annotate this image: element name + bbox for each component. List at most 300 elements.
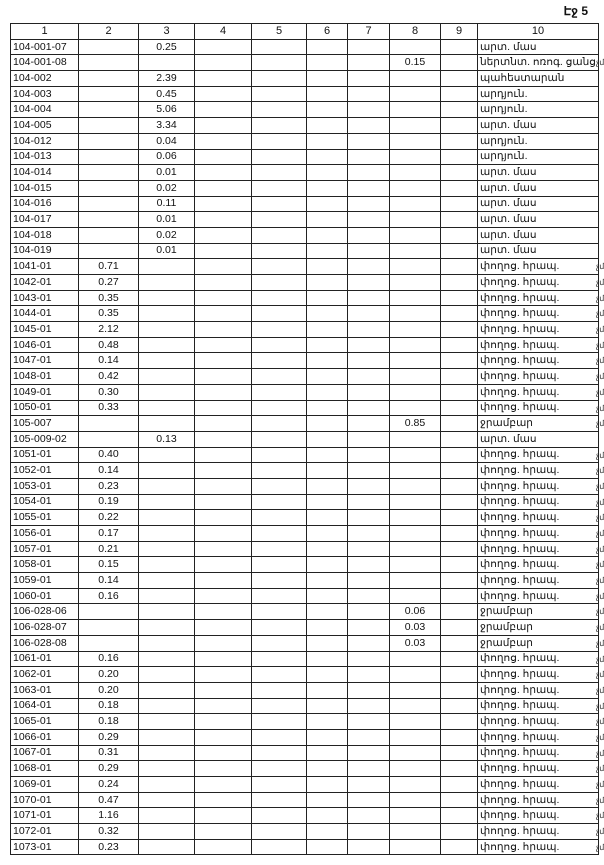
cell-text: 104-017 <box>13 213 52 226</box>
cell-text: 1045-01 <box>13 322 52 335</box>
cell-col-6 <box>307 86 348 102</box>
cell-col-9 <box>441 729 478 745</box>
cell-col-10 <box>478 808 604 824</box>
cell-col-4 <box>195 478 252 494</box>
cell-col-7 <box>348 463 390 479</box>
cell-col-3 <box>139 682 195 698</box>
cell-col-9 <box>441 149 478 165</box>
cell-col-2 <box>79 667 139 683</box>
cell-col-4 <box>195 322 252 338</box>
cell-text: 1.16 <box>98 809 119 822</box>
cell-col-1 <box>11 431 79 447</box>
cell-col-3 <box>139 275 195 291</box>
margin-mark: չմ <box>596 732 604 742</box>
table-row <box>11 541 599 557</box>
cell-col-5 <box>252 698 307 714</box>
cell-text: 0.18 <box>98 715 119 728</box>
cell-col-6 <box>307 667 348 683</box>
table-row <box>11 337 599 353</box>
margin-mark: չմ <box>596 513 604 523</box>
cell-col-3 <box>139 337 195 353</box>
cell-text: 1060-01 <box>13 589 52 602</box>
cell-col-1 <box>11 133 79 149</box>
cell-col-10 <box>478 557 604 573</box>
cell-col-7 <box>348 416 390 432</box>
table-row <box>11 620 599 636</box>
cell-col-10 <box>478 369 604 385</box>
cell-text: 0.85 <box>404 417 426 430</box>
table-row <box>11 510 599 526</box>
cell-col-2 <box>79 494 139 510</box>
cell-col-10 <box>478 102 599 118</box>
cell-col-9 <box>441 212 478 228</box>
cell-col-7 <box>348 71 390 87</box>
cell-col-8 <box>390 306 441 322</box>
cell-col-6 <box>307 149 348 165</box>
cell-col-10 <box>478 635 604 651</box>
cell-col-3 <box>139 86 195 102</box>
cell-col-9 <box>441 620 478 636</box>
cell-col-5 <box>252 416 307 432</box>
cell-col-5 <box>252 322 307 338</box>
cell-col-4 <box>195 275 252 291</box>
cell-col-2 <box>79 165 139 181</box>
cell-col-4 <box>195 71 252 87</box>
cell-col-9 <box>441 635 478 651</box>
cell-col-6 <box>307 353 348 369</box>
cell-col-3 <box>139 714 195 730</box>
cell-col-6 <box>307 102 348 118</box>
cell-col-3 <box>139 180 195 196</box>
cell-col-3 <box>139 243 195 259</box>
cell-text: փողոց. հրապ. <box>480 464 560 477</box>
cell-col-9 <box>441 824 478 840</box>
cell-text: 1054-01 <box>13 495 52 508</box>
cell-text: 0.20 <box>98 668 119 681</box>
cell-col-8 <box>390 243 441 259</box>
cell-text: 104-018 <box>13 228 52 241</box>
cell-col-3 <box>139 149 195 165</box>
cell-col-10 <box>478 322 604 338</box>
cell-col-8 <box>390 102 441 118</box>
column-header-9: 9 <box>441 24 478 40</box>
cell-col-3 <box>139 353 195 369</box>
cell-col-1 <box>11 55 79 71</box>
cell-col-1 <box>11 510 79 526</box>
cell-text: արտ. մաս <box>480 244 537 257</box>
table-row <box>11 180 599 196</box>
cell-col-1 <box>11 824 79 840</box>
cell-text: 0.35 <box>98 291 119 304</box>
cell-text: փողոց. հրապ. <box>480 369 560 382</box>
cell-col-6 <box>307 777 348 793</box>
cell-col-3 <box>139 824 195 840</box>
cell-col-9 <box>441 416 478 432</box>
cell-text: 0.04 <box>156 134 177 147</box>
cell-text: փողոց. հրապ. <box>480 511 560 524</box>
cell-text: 104-019 <box>13 244 52 257</box>
cell-col-6 <box>307 290 348 306</box>
cell-col-8 <box>390 149 441 165</box>
table-row <box>11 478 599 494</box>
cell-col-1 <box>11 212 79 228</box>
cell-col-9 <box>441 777 478 793</box>
cell-col-10 <box>478 777 604 793</box>
cell-col-6 <box>307 682 348 698</box>
cell-col-9 <box>441 306 478 322</box>
cell-text: 0.17 <box>98 526 119 539</box>
cell-text: 1067-01 <box>13 746 52 759</box>
cell-col-5 <box>252 667 307 683</box>
cell-col-10 <box>478 682 604 698</box>
table-row <box>11 808 599 824</box>
cell-col-6 <box>307 275 348 291</box>
cell-col-5 <box>252 400 307 416</box>
cell-col-4 <box>195 714 252 730</box>
cell-col-8 <box>390 384 441 400</box>
cell-col-4 <box>195 416 252 432</box>
cell-col-9 <box>441 180 478 196</box>
cell-col-4 <box>195 463 252 479</box>
cell-col-6 <box>307 384 348 400</box>
cell-col-8 <box>390 196 441 212</box>
cell-col-6 <box>307 55 348 71</box>
cell-col-1 <box>11 761 79 777</box>
cell-col-5 <box>252 71 307 87</box>
cell-col-8 <box>390 667 441 683</box>
cell-col-5 <box>252 196 307 212</box>
table-row <box>11 635 599 651</box>
table-row <box>11 714 599 730</box>
margin-mark: չմ <box>596 309 604 319</box>
cell-col-8 <box>390 761 441 777</box>
cell-col-3 <box>139 698 195 714</box>
cell-col-2 <box>79 212 139 228</box>
margin-mark: չմ <box>596 576 604 586</box>
cell-text: 1057-01 <box>13 542 52 555</box>
cell-col-2 <box>79 573 139 589</box>
cell-col-1 <box>11 196 79 212</box>
cell-text: 104-005 <box>13 118 52 131</box>
cell-col-1 <box>11 118 79 134</box>
cell-col-8 <box>390 698 441 714</box>
cell-col-5 <box>252 384 307 400</box>
cell-text: փողոց. հրապ. <box>480 589 560 602</box>
cell-col-9 <box>441 259 478 275</box>
cell-col-8 <box>390 322 441 338</box>
margin-mark: չմ <box>596 591 604 601</box>
cell-col-4 <box>195 667 252 683</box>
cell-col-10 <box>478 478 604 494</box>
cell-col-10 <box>478 133 599 149</box>
cell-col-7 <box>348 510 390 526</box>
cell-col-3 <box>139 322 195 338</box>
cell-col-7 <box>348 698 390 714</box>
cell-text: 1042-01 <box>13 275 52 288</box>
cell-col-1 <box>11 86 79 102</box>
cell-col-9 <box>441 102 478 118</box>
cell-text: 0.01 <box>156 166 177 179</box>
cell-col-1 <box>11 682 79 698</box>
cell-col-6 <box>307 306 348 322</box>
cell-text: 1065-01 <box>13 715 52 728</box>
cell-text: փողոց. հրապ. <box>480 354 560 367</box>
cell-col-10 <box>478 761 604 777</box>
cell-col-5 <box>252 180 307 196</box>
cell-col-5 <box>252 55 307 71</box>
table-row <box>11 149 599 165</box>
cell-text: 0.27 <box>98 275 119 288</box>
table-row <box>11 290 599 306</box>
cell-text: 0.19 <box>98 495 119 508</box>
cell-col-4 <box>195 447 252 463</box>
cell-col-9 <box>441 322 478 338</box>
cell-col-5 <box>252 557 307 573</box>
cell-col-8 <box>390 573 441 589</box>
cell-text: 2.12 <box>98 322 119 335</box>
cell-text: փողոց. հրապ. <box>480 762 560 775</box>
cell-col-4 <box>195 729 252 745</box>
cell-col-3 <box>139 447 195 463</box>
cell-col-6 <box>307 463 348 479</box>
cell-col-3 <box>139 510 195 526</box>
cell-col-3 <box>139 573 195 589</box>
cell-text: արտ. մաս <box>480 181 537 194</box>
cell-col-3 <box>139 557 195 573</box>
cell-col-5 <box>252 212 307 228</box>
cell-text: փողոց. հրապ. <box>480 730 560 743</box>
cell-col-2 <box>79 431 139 447</box>
cell-text: 0.42 <box>98 369 119 382</box>
cell-col-2 <box>79 353 139 369</box>
cell-col-8 <box>390 510 441 526</box>
cell-col-5 <box>252 635 307 651</box>
cell-col-1 <box>11 729 79 745</box>
cell-col-10 <box>478 651 604 667</box>
cell-col-2 <box>79 792 139 808</box>
cell-text: 105-007 <box>13 417 52 430</box>
cell-col-5 <box>252 337 307 353</box>
cell-col-5 <box>252 149 307 165</box>
cell-col-6 <box>307 447 348 463</box>
cell-text: 1047-01 <box>13 354 52 367</box>
cell-col-2 <box>79 227 139 243</box>
margin-mark: չմ <box>596 403 604 413</box>
table-row <box>11 682 599 698</box>
cell-text: փողոց. հրապ. <box>480 558 560 571</box>
cell-col-5 <box>252 306 307 322</box>
cell-col-2 <box>79 447 139 463</box>
cell-col-5 <box>252 651 307 667</box>
cell-text: 0.23 <box>98 840 119 853</box>
cell-col-7 <box>348 604 390 620</box>
column-header-7: 7 <box>348 24 390 40</box>
cell-col-2 <box>79 180 139 196</box>
cell-col-7 <box>348 729 390 745</box>
cell-col-3 <box>139 541 195 557</box>
table-row <box>11 259 599 275</box>
cell-col-7 <box>348 400 390 416</box>
cell-col-2 <box>79 839 139 855</box>
cell-col-5 <box>252 494 307 510</box>
cell-col-6 <box>307 431 348 447</box>
cell-col-7 <box>348 478 390 494</box>
cell-text: 0.01 <box>156 244 177 257</box>
cell-col-5 <box>252 620 307 636</box>
cell-text: 1044-01 <box>13 307 52 320</box>
cell-col-4 <box>195 573 252 589</box>
cell-col-10 <box>478 55 604 71</box>
cell-col-3 <box>139 196 195 212</box>
cell-text: ջրամբար <box>480 620 533 633</box>
cell-col-2 <box>79 761 139 777</box>
table-row <box>11 322 599 338</box>
margin-mark: չմ <box>596 262 604 272</box>
cell-col-8 <box>390 337 441 353</box>
cell-text: փողոց. հրապ. <box>480 385 560 398</box>
cell-col-3 <box>139 400 195 416</box>
cell-col-8 <box>390 729 441 745</box>
cell-col-7 <box>348 196 390 212</box>
cell-text: 1061-01 <box>13 652 52 665</box>
margin-mark: չմ <box>596 419 604 429</box>
cell-col-7 <box>348 133 390 149</box>
cell-col-10 <box>478 526 604 542</box>
table-row <box>11 777 599 793</box>
cell-col-3 <box>139 118 195 134</box>
cell-col-3 <box>139 494 195 510</box>
cell-col-1 <box>11 494 79 510</box>
cell-col-2 <box>79 196 139 212</box>
table-row <box>11 494 599 510</box>
cell-col-7 <box>348 227 390 243</box>
cell-text: 1063-01 <box>13 683 52 696</box>
cell-col-2 <box>79 808 139 824</box>
cell-text: 104-013 <box>13 150 52 163</box>
cell-col-6 <box>307 635 348 651</box>
cell-col-4 <box>195 808 252 824</box>
cell-col-8 <box>390 557 441 573</box>
cell-col-10 <box>478 667 604 683</box>
cell-col-2 <box>79 55 139 71</box>
cell-col-1 <box>11 71 79 87</box>
table-row <box>11 416 599 432</box>
cell-col-1 <box>11 337 79 353</box>
table-row <box>11 588 599 604</box>
cell-col-6 <box>307 604 348 620</box>
cell-col-8 <box>390 369 441 385</box>
cell-col-6 <box>307 541 348 557</box>
cell-col-7 <box>348 39 390 55</box>
cell-text: 2.39 <box>156 71 177 84</box>
cell-col-3 <box>139 227 195 243</box>
cell-col-1 <box>11 667 79 683</box>
cell-col-8 <box>390 463 441 479</box>
cell-text: 0.32 <box>98 824 119 837</box>
cell-col-1 <box>11 839 79 855</box>
margin-mark: չմ <box>596 325 604 335</box>
cell-text: 1064-01 <box>13 699 52 712</box>
cell-col-1 <box>11 478 79 494</box>
cell-text: պահեստարան <box>480 71 565 84</box>
cell-col-7 <box>348 212 390 228</box>
cell-col-4 <box>195 635 252 651</box>
cell-col-3 <box>139 839 195 855</box>
cell-col-5 <box>252 86 307 102</box>
cell-text: փողոց. հրապ. <box>480 793 560 806</box>
cell-text: 0.22 <box>98 511 119 524</box>
cell-col-9 <box>441 86 478 102</box>
cell-col-5 <box>252 290 307 306</box>
table-row <box>11 792 599 808</box>
cell-col-1 <box>11 808 79 824</box>
cell-col-10 <box>478 541 604 557</box>
cell-col-9 <box>441 667 478 683</box>
cell-col-10 <box>478 337 604 353</box>
cell-col-2 <box>79 322 139 338</box>
cell-col-5 <box>252 714 307 730</box>
margin-mark: չմ <box>596 623 604 633</box>
cell-col-9 <box>441 541 478 557</box>
cell-col-4 <box>195 243 252 259</box>
cell-col-1 <box>11 180 79 196</box>
margin-mark: չմ <box>596 481 604 491</box>
cell-col-3 <box>139 369 195 385</box>
cell-col-9 <box>441 196 478 212</box>
cell-col-4 <box>195 682 252 698</box>
cell-col-9 <box>441 243 478 259</box>
cell-text: 0.47 <box>98 793 119 806</box>
page-number: Էջ 5 <box>563 4 588 18</box>
cell-text: ներտնտ. ոռոգ. ցանց <box>480 56 596 69</box>
cell-text: 0.14 <box>98 573 119 586</box>
cell-col-9 <box>441 337 478 353</box>
cell-col-6 <box>307 745 348 761</box>
cell-col-1 <box>11 777 79 793</box>
cell-col-7 <box>348 541 390 557</box>
cell-text: փողոց. հրապ. <box>480 840 560 853</box>
table-row <box>11 86 599 102</box>
cell-col-7 <box>348 337 390 353</box>
cell-col-4 <box>195 180 252 196</box>
cell-col-7 <box>348 86 390 102</box>
cell-col-3 <box>139 384 195 400</box>
cell-col-10 <box>478 275 604 291</box>
cell-col-9 <box>441 275 478 291</box>
cell-col-8 <box>390 824 441 840</box>
margin-mark: չմ <box>596 529 604 538</box>
cell-text: 0.21 <box>98 542 119 555</box>
cell-text: 104-012 <box>13 134 52 147</box>
cell-col-3 <box>139 526 195 542</box>
cell-col-10 <box>478 604 604 620</box>
cell-col-9 <box>441 431 478 447</box>
cell-text: 1043-01 <box>13 291 52 304</box>
margin-mark: չմ <box>596 466 604 476</box>
cell-col-2 <box>79 557 139 573</box>
cell-text: 1053-01 <box>13 479 52 492</box>
cell-text: փողոց. հրապ. <box>480 401 560 414</box>
cell-col-2 <box>79 510 139 526</box>
table-row <box>11 447 599 463</box>
cell-col-7 <box>348 557 390 573</box>
column-header-1: 1 <box>11 24 79 40</box>
cell-col-9 <box>441 604 478 620</box>
cell-text: 1069-01 <box>13 777 52 790</box>
cell-text: 105-009-02 <box>13 432 67 445</box>
cell-col-5 <box>252 133 307 149</box>
cell-col-5 <box>252 118 307 134</box>
